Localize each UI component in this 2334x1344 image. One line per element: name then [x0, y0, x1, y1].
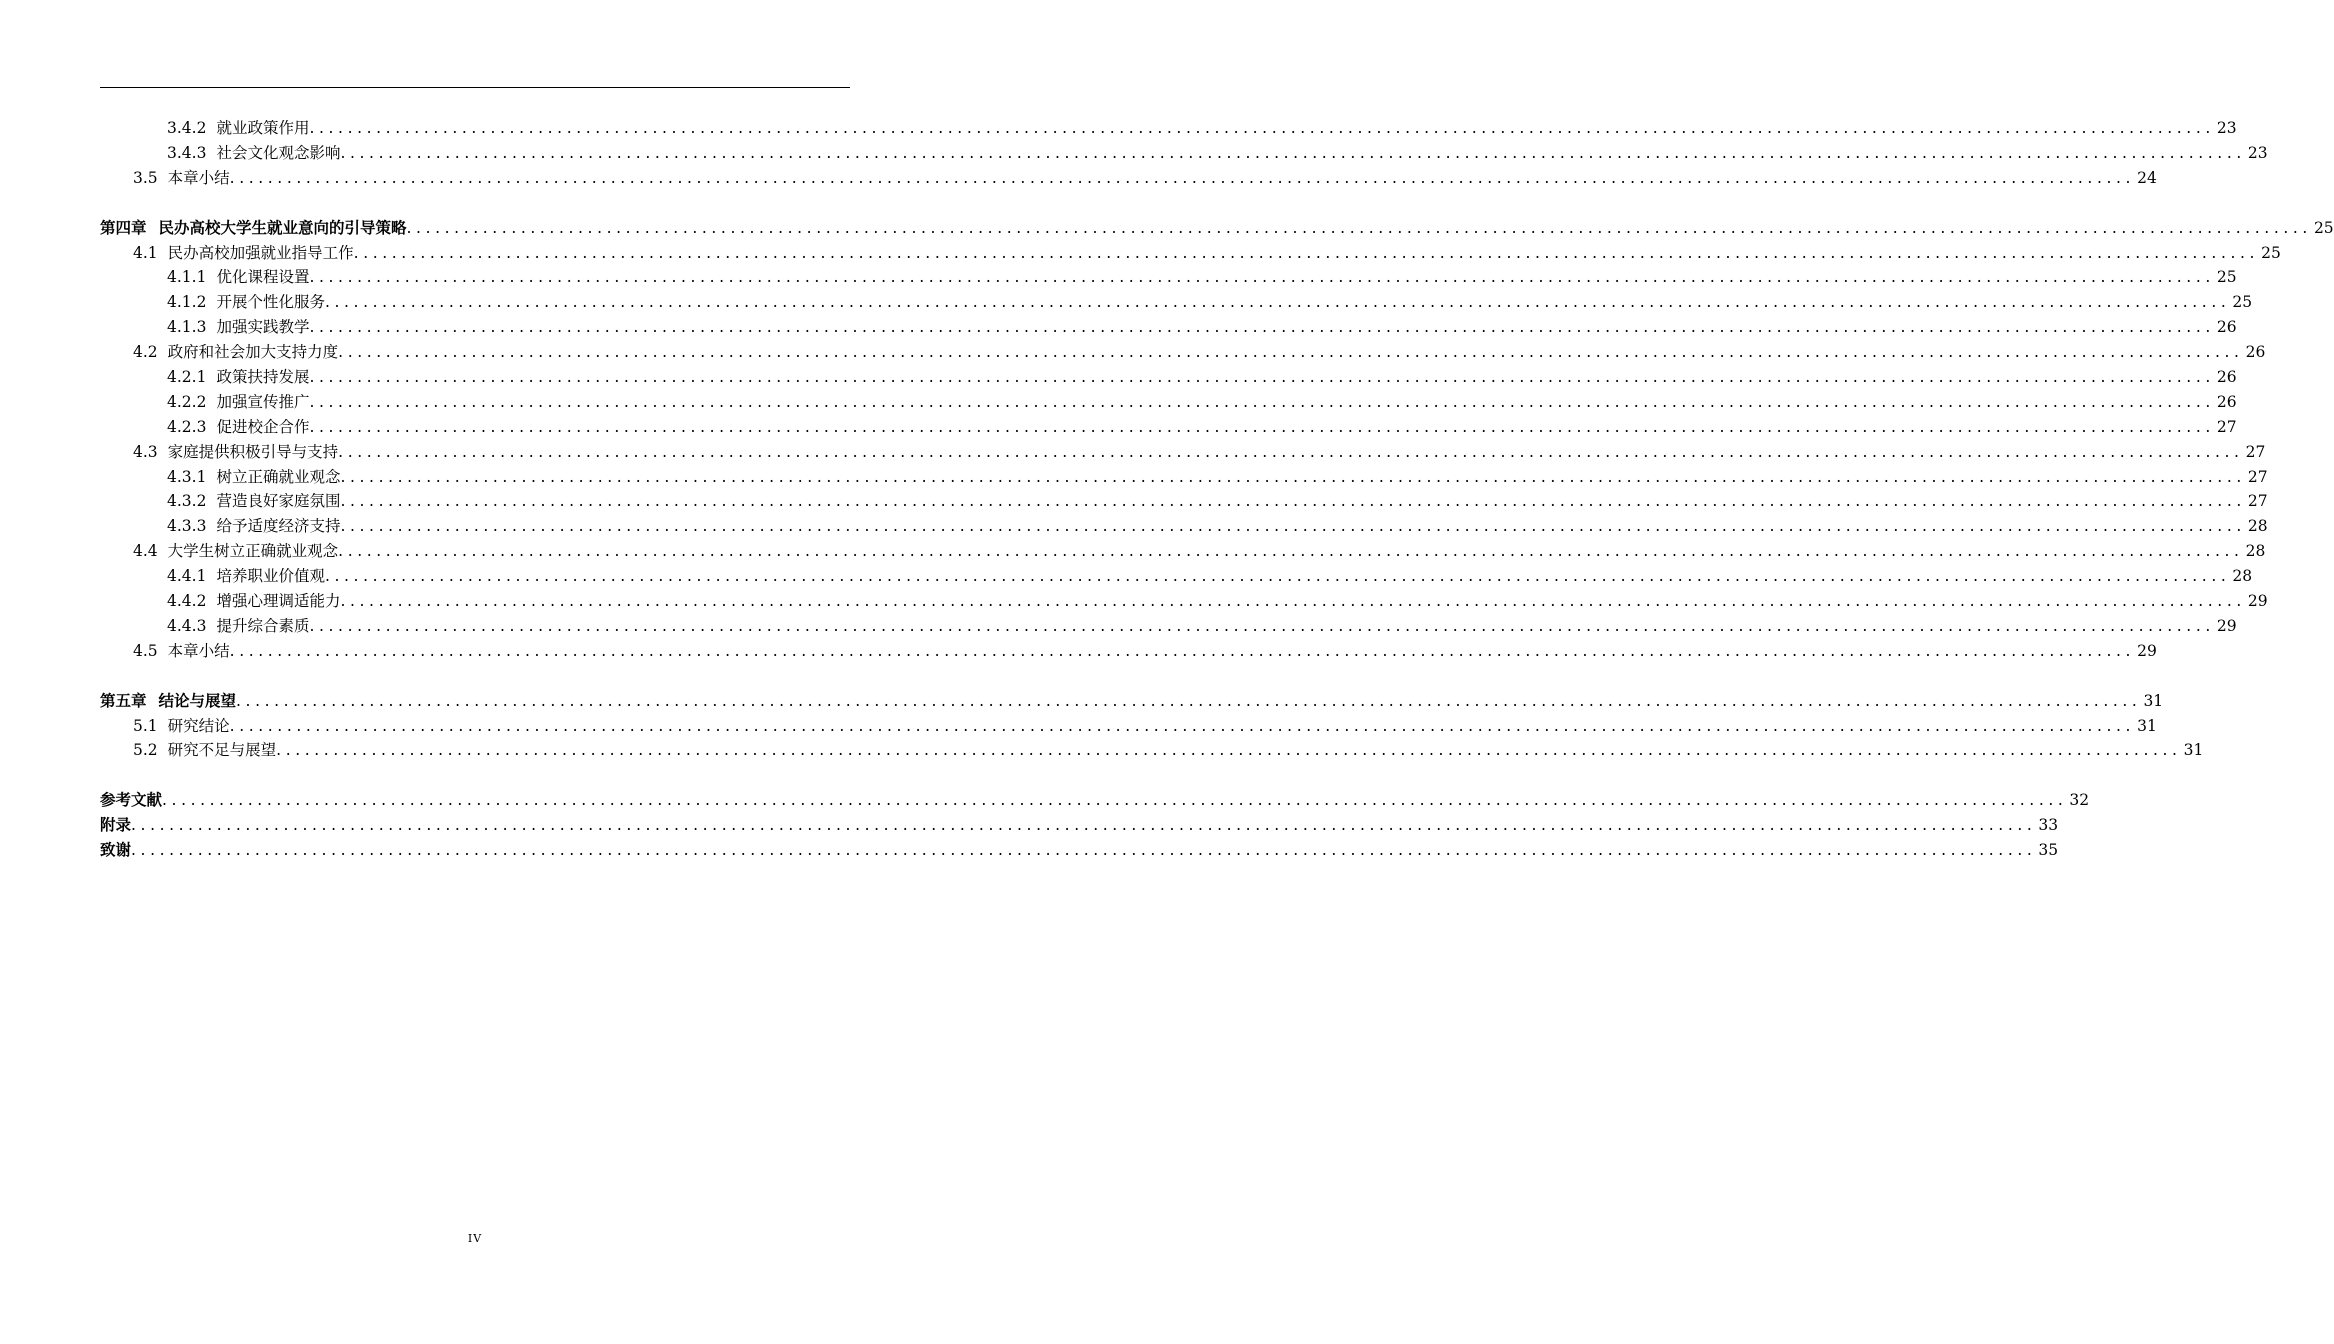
toc-entry[interactable] — [100, 714, 2157, 739]
dot-leader: ........................................................................................................................................................................................................ — [276, 741, 2182, 760]
toc-entry-title: 营造良好家庭氛围 — [216, 492, 341, 511]
toc-entry-number: 4.4.1 — [167, 567, 207, 586]
toc-entry-title: 结论与展望 — [158, 690, 237, 710]
toc-entry-title: 研究不足与展望 — [167, 741, 277, 760]
toc-entry[interactable] — [100, 415, 2237, 440]
toc-entry-title: 大学生树立正确就业观念 — [167, 542, 339, 561]
toc-entry[interactable] — [100, 116, 2237, 141]
dot-leader: ........................................................................................................................................................................................................ — [340, 467, 2246, 486]
toc-entry-title: 民办高校加强就业指导工作 — [167, 243, 354, 262]
toc-entry-page-number: 24 — [2137, 168, 2157, 187]
toc-entry[interactable] — [100, 514, 2268, 539]
dot-leader: ........................................................................................................................................................................................................ — [324, 293, 2231, 312]
toc-entry-title: 优化课程设置 — [216, 268, 310, 287]
toc-entry[interactable] — [100, 315, 2237, 340]
dot-leader: ........................................................................................................................................................................................................ — [309, 119, 2215, 137]
toc-entry[interactable] — [100, 738, 2204, 763]
toc-entry-number: 第五章 — [100, 690, 147, 710]
toc-entry-page-number: 27 — [2245, 442, 2266, 461]
toc-entry-number: 3.5 — [133, 168, 158, 187]
toc-entry-title: 就业政策作用 — [216, 119, 310, 137]
toc-entry-number: 4.5 — [133, 641, 158, 660]
toc-entry[interactable] — [100, 465, 2268, 490]
toc-entry[interactable] — [100, 166, 2157, 191]
toc-entry-title: 社会文化观念影响 — [216, 143, 341, 162]
dot-leader: ........................................................................................................................................................................................................ — [338, 442, 2244, 461]
toc-entry-page-number: 29 — [2137, 641, 2157, 660]
dot-leader: ........................................................................................................................................................................................................ — [338, 343, 2244, 362]
toc-entry-title: 政府和社会加大支持力度 — [167, 343, 339, 362]
toc-entry-page-number: 25 — [2313, 218, 2334, 237]
toc-entry-title: 给予适度经济支持 — [216, 517, 341, 536]
toc-entry-title: 加强宣传推广 — [216, 392, 310, 411]
dot-leader: ........................................................................................................................................................................................................ — [229, 168, 2136, 187]
dot-leader: ........................................................................................................................................................................................................ — [340, 517, 2246, 536]
toc-entry-page-number: 31 — [2137, 716, 2157, 735]
dot-leader: ........................................................................................................................................................................................................ — [162, 791, 2068, 810]
toc-entry-title: 本章小结 — [167, 168, 230, 187]
toc-entry-title: 研究结论 — [167, 716, 230, 735]
toc-entry-number: 4.1 — [133, 243, 158, 262]
toc-entry-number: 5.1 — [133, 716, 158, 735]
toc-entry-page-number: 32 — [2069, 791, 2090, 810]
toc-entry-title: 促进校企合作 — [216, 417, 310, 436]
toc-spacer — [100, 191, 850, 216]
toc-entry-number: 4.3.2 — [167, 492, 207, 511]
toc-entry-page-number: 28 — [2232, 567, 2253, 586]
toc-spacer — [100, 763, 850, 788]
toc-entry-page-number: 28 — [2245, 542, 2266, 561]
dot-leader: ........................................................................................................................................................................................................ — [309, 616, 2215, 635]
toc-entry-page-number: 35 — [2038, 841, 2059, 860]
toc-entry[interactable] — [100, 290, 2253, 315]
toc-entry-number: 4.4.3 — [167, 616, 207, 635]
toc-entry-number: 4.2 — [133, 343, 158, 362]
toc-entry-title: 民办高校大学生就业意向的引导策略 — [158, 217, 407, 237]
dot-leader: ........................................................................................................................................................................................................ — [309, 368, 2215, 387]
toc-entry[interactable] — [100, 365, 2237, 390]
toc-entry-page-number: 26 — [2216, 318, 2237, 337]
toc-entry[interactable] — [100, 489, 2268, 514]
toc-entry-title: 本章小结 — [167, 641, 230, 660]
toc-entry-number: 4.2.2 — [167, 392, 207, 411]
dot-leader: ........................................................................................................................................................................................................ — [340, 143, 2246, 162]
toc-entry-number: 4.2.3 — [167, 417, 207, 436]
toc-entry-page-number: 26 — [2216, 368, 2237, 387]
toc-entry-title: 附录 — [100, 815, 132, 835]
toc-entry[interactable] — [100, 614, 2237, 639]
header-rule — [100, 87, 850, 88]
toc-entry-number: 4.3.1 — [167, 467, 207, 486]
toc-entry[interactable] — [100, 788, 2090, 813]
toc-entry-title: 提升综合素质 — [216, 616, 310, 635]
dot-leader: ........................................................................................................................................................................................................ — [340, 492, 2246, 511]
dot-leader: ........................................................................................................................................................................................................ — [131, 841, 2037, 860]
toc-entry-page-number: 31 — [2143, 691, 2164, 710]
toc-entry[interactable] — [100, 141, 2268, 166]
table-of-contents — [100, 116, 2334, 863]
toc-entry-title: 家庭提供积极引导与支持 — [167, 442, 339, 461]
page-number-footer: IV — [467, 1232, 483, 1245]
toc-entry-number: 4.3 — [133, 442, 158, 461]
toc-spacer — [100, 664, 850, 689]
toc-entry-number: 4.1.2 — [167, 293, 207, 312]
toc-entry-page-number: 26 — [2216, 392, 2237, 411]
toc-entry[interactable] — [100, 689, 2164, 714]
toc-entry-title: 致谢 — [100, 840, 132, 860]
toc-entry-number: 4.4.2 — [167, 592, 207, 611]
toc-entry[interactable] — [100, 390, 2237, 415]
toc-entry-title: 参考文献 — [100, 790, 163, 810]
dot-leader: ........................................................................................................................................................................................................ — [324, 567, 2231, 586]
dot-leader: ........................................................................................................................................................................................................ — [338, 542, 2244, 561]
dot-leader: ........................................................................................................................................................................................................ — [309, 268, 2215, 287]
toc-entry-page-number: 33 — [2038, 816, 2059, 835]
toc-entry[interactable] — [100, 440, 2266, 465]
toc-entry-number: 4.2.1 — [167, 368, 207, 387]
toc-entry-title: 加强实践教学 — [216, 318, 310, 337]
dot-leader: ........................................................................................................................................................................................................ — [229, 716, 2136, 735]
toc-entry-number: 3.4.3 — [167, 143, 207, 162]
toc-entry-page-number: 25 — [2216, 268, 2237, 287]
toc-entry[interactable] — [100, 241, 2281, 266]
toc-entry-page-number: 26 — [2245, 343, 2266, 362]
toc-entry-number: 4.1.1 — [167, 268, 207, 287]
toc-entry[interactable] — [100, 589, 2268, 614]
dot-leader: ........................................................................................................................................................................................................ — [236, 691, 2142, 710]
dot-leader: ........................................................................................................................................................................................................ — [229, 641, 2136, 660]
toc-entry-page-number: 29 — [2247, 592, 2268, 611]
toc-entry-page-number: 27 — [2247, 467, 2268, 486]
toc-entry-page-number: 27 — [2247, 492, 2268, 511]
toc-entry[interactable] — [100, 539, 2266, 564]
toc-entry[interactable] — [100, 265, 2237, 290]
dot-leader: ........................................................................................................................................................................................................ — [353, 243, 2260, 262]
toc-entry[interactable] — [100, 216, 2334, 241]
toc-entry-page-number: 28 — [2247, 517, 2268, 536]
toc-entry[interactable] — [100, 838, 2059, 863]
toc-entry-page-number: 23 — [2247, 143, 2268, 162]
toc-entry-title: 树立正确就业观念 — [216, 467, 341, 486]
toc-entry-number: 3.4.2 — [167, 119, 207, 137]
dot-leader: ........................................................................................................................................................................................................ — [406, 218, 2312, 237]
dot-leader: ........................................................................................................................................................................................................ — [309, 417, 2215, 436]
toc-entry-page-number: 31 — [2183, 741, 2204, 760]
dot-leader: ........................................................................................................................................................................................................ — [340, 592, 2246, 611]
toc-entry-number: 4.4 — [133, 542, 158, 561]
dot-leader: ........................................................................................................................................................................................................ — [309, 392, 2215, 411]
toc-entry[interactable] — [100, 564, 2253, 589]
toc-entry[interactable] — [100, 639, 2157, 664]
toc-entry-page-number: 29 — [2216, 616, 2237, 635]
toc-entry-number: 第四章 — [100, 217, 147, 237]
toc-entry-page-number: 25 — [2261, 243, 2281, 262]
toc-entry[interactable] — [100, 813, 2059, 838]
toc-entry-title: 培养职业价值观 — [216, 567, 325, 586]
toc-entry-page-number: 27 — [2216, 417, 2237, 436]
toc-entry-title: 增强心理调适能力 — [216, 592, 341, 611]
dot-leader: ........................................................................................................................................................................................................ — [131, 816, 2037, 835]
toc-entry-page-number: 23 — [2216, 119, 2237, 137]
toc-entry-title: 政策扶持发展 — [216, 368, 310, 387]
toc-entry-title: 开展个性化服务 — [216, 293, 325, 312]
toc-entry-page-number: 25 — [2232, 293, 2253, 312]
toc-entry-number: 4.3.3 — [167, 517, 207, 536]
toc-entry-number: 4.1.3 — [167, 318, 207, 337]
dot-leader: ........................................................................................................................................................................................................ — [309, 318, 2215, 337]
toc-entry[interactable] — [100, 340, 2266, 365]
toc-entry-number: 5.2 — [133, 741, 158, 760]
